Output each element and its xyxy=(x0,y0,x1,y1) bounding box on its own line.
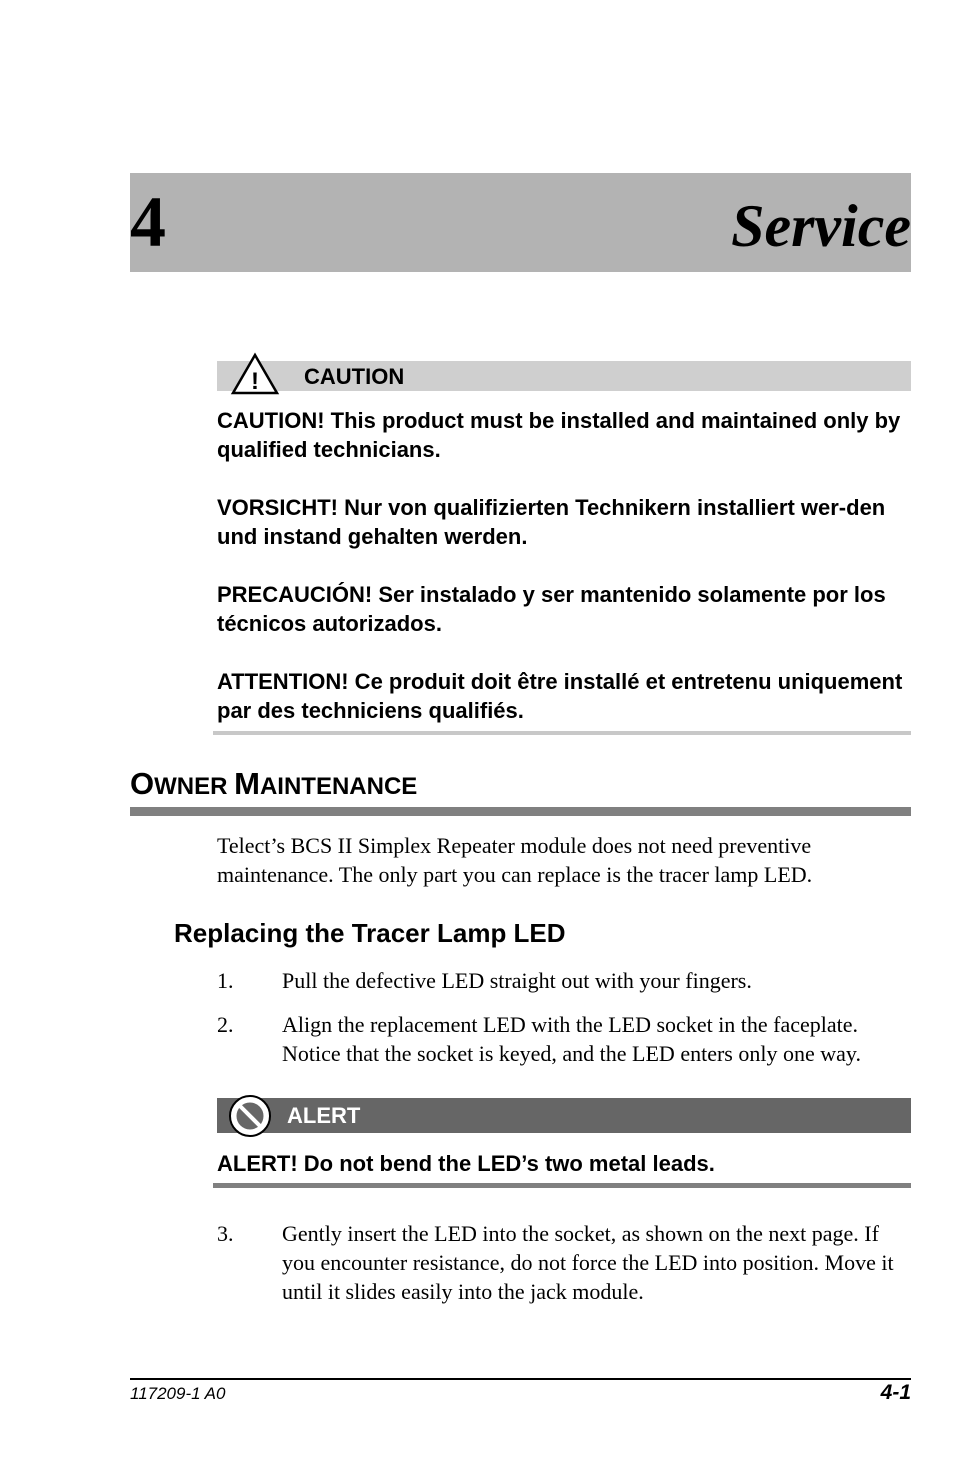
section-heading-owner-maintenance: OWNER MAINTENANCE xyxy=(130,766,418,801)
step-text: Gently insert the LED into the socket, as shown on the next page. If you encounter resistance, do not force the LED into position. Move it until it slides easily into the jack module. xyxy=(282,1221,894,1304)
step-text: Pull the defective LED straight out with your fingers. xyxy=(282,968,752,993)
caution-text-german: VORSICHT! Nur von qualifizierten Technikern installiert wer-den und instand gehalten werden. xyxy=(217,495,886,549)
step-text: Align the replacement LED with the LED socket in the faceplate. Notice that the socket is keyed, and the LED enters only one way. xyxy=(282,1012,861,1066)
alert-bottom-rule xyxy=(213,1183,911,1188)
caution-text-spanish: PRECAUCIÓN! Ser instalado y ser mantenido solamente por los técnicos autorizados. xyxy=(217,582,886,636)
alert-label: ALERT xyxy=(287,1103,361,1128)
caution-text-french: ATTENTION! Ce produit doit être installé et entretenu uniquement par des techniciens qualifiés. xyxy=(217,669,903,723)
section-intro-text: Telect’s BCS II Simplex Repeater module does not need preventive maintenance. The only part you can replace is the tracer lamp LED. xyxy=(217,833,813,887)
caution-bottom-rule xyxy=(213,731,911,735)
footer-page-number: 4-1 xyxy=(880,1381,911,1404)
footer-doc-number: 117209-1 A0 xyxy=(130,1384,226,1403)
svg-text:!: ! xyxy=(251,368,259,395)
step-number: 2. xyxy=(217,1012,234,1037)
chapter-title: Service xyxy=(731,193,911,259)
prohibition-icon xyxy=(226,1094,274,1138)
chapter-number: 4 xyxy=(130,182,166,262)
section-rule xyxy=(130,807,911,816)
caution-text-english: CAUTION! This product must be installed and maintained only by qualified technicians. xyxy=(217,408,901,462)
caution-label: CAUTION xyxy=(304,364,405,389)
warning-triangle-icon xyxy=(230,352,280,396)
footer-rule xyxy=(130,1378,911,1380)
step-number: 1. xyxy=(217,968,234,993)
alert-text: ALERT! Do not bend the LED’s two metal leads. xyxy=(217,1151,715,1176)
subsection-heading: Replacing the Tracer Lamp LED xyxy=(174,918,566,948)
step-number: 3. xyxy=(217,1221,234,1246)
